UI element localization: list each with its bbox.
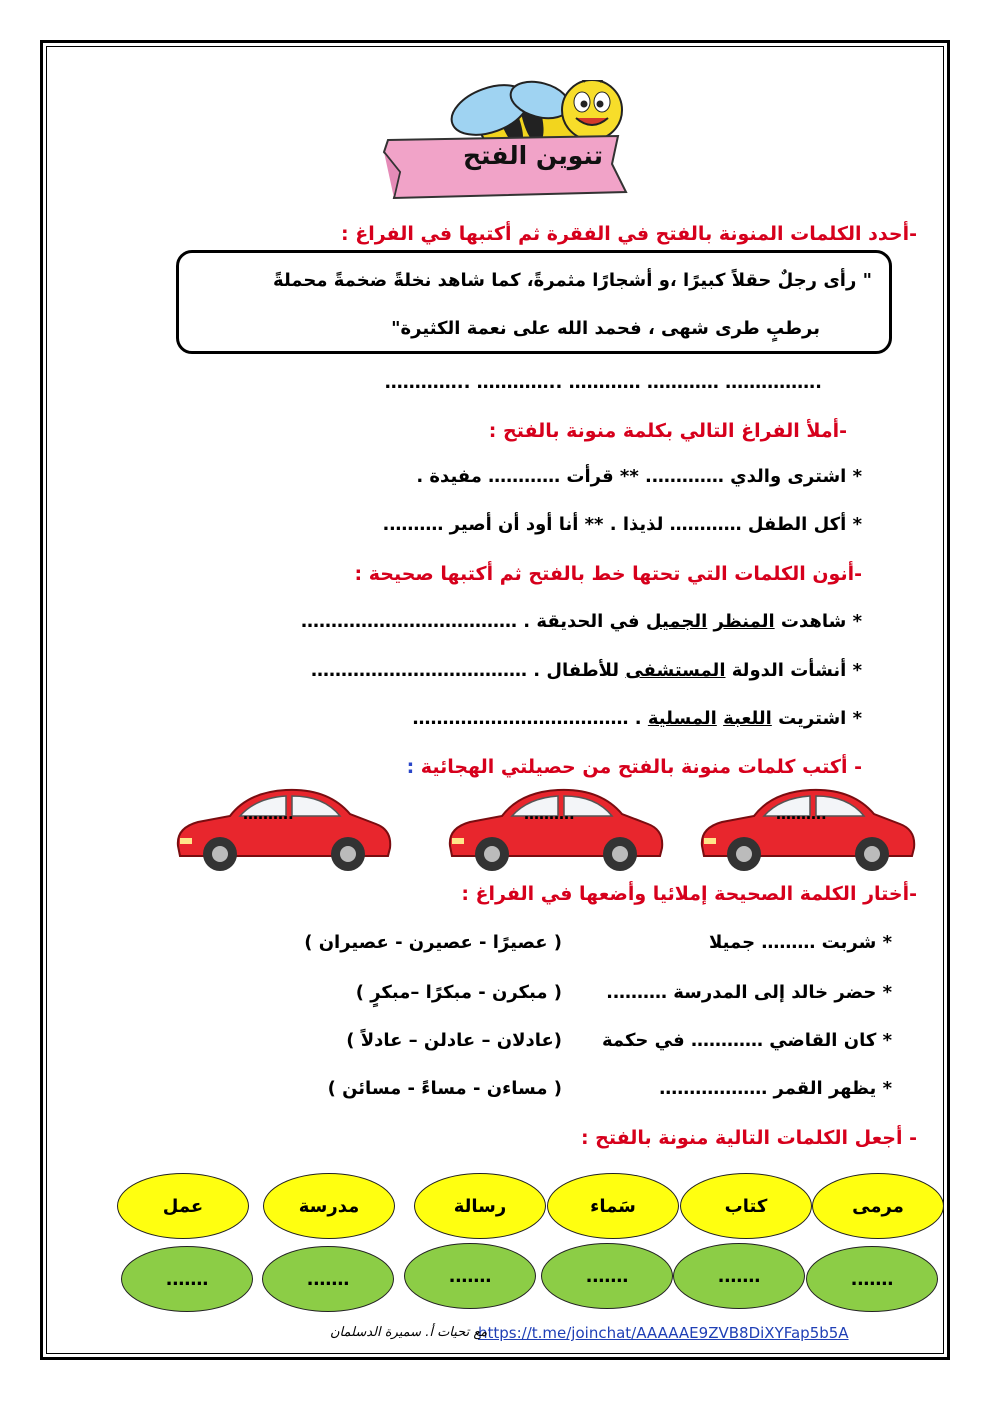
section3-sentence-1: * شاهدت المنظر الجميل في الحديقة . ………………………………: [301, 611, 862, 632]
car-icon: [440, 786, 670, 876]
question-1-choices: ( عصيرًا - عصيرن - عصيران ): [304, 932, 562, 953]
underlined-word: الجميل: [645, 611, 708, 632]
question-3-sentence: * كان القاضي ………… في حكمة: [601, 1030, 892, 1051]
section3-sentence-3: * اشتريت اللعبة المسلية . ………………………………: [412, 708, 862, 729]
page-title: تنوين الفتح: [463, 141, 604, 170]
section2-heading: -أملأ الفراغ التالي بكلمة منونة بالفتح :: [488, 420, 847, 442]
section2-line-2: * أكل الطفل ………… لذيذا . ** أنا أود أن أصير ……….: [382, 514, 862, 535]
answer-oval: …….: [673, 1243, 805, 1309]
section1-answer-blanks: ………….. ………….. ………… ………… …………….: [384, 372, 822, 393]
underlined-word: المستشفى: [625, 660, 726, 681]
question-3-choices: (عادلان – عادلن – عادلاً ): [346, 1030, 562, 1051]
car-blank: ……….: [243, 805, 294, 823]
answer-oval: …….: [404, 1243, 536, 1309]
paragraph-line-1: " رأى رجلٌ حقلاً كبيرًا ،و أشجارًا مثمرةً، كما شاهد نخلةً ضخمةً محملةً: [273, 270, 872, 291]
question-4-sentence: * يظهر القمر ………………: [659, 1078, 892, 1099]
section3-sentence-2: * أنشأت الدولة المستشفى للأطفال . ………………………………: [310, 660, 862, 681]
credit-signature: مع تحيات أ. سميرة الدسلمان: [330, 1325, 488, 1340]
answer-oval: …….: [121, 1246, 253, 1312]
car-icon: [168, 786, 398, 876]
question-2-sentence: * حضر خالد إلى المدرسة ……….: [606, 982, 892, 1003]
word-oval: رسالة: [414, 1173, 546, 1239]
word-oval: كتاب: [680, 1173, 812, 1239]
car-blank: ……….: [776, 805, 827, 823]
answer-oval: …….: [262, 1246, 394, 1312]
paragraph-line-2: برطبٍ طرى شهى ، فحمد الله على نعمة الكثيرة": [391, 318, 820, 339]
underlined-word: المسلية: [647, 708, 717, 729]
telegram-link[interactable]: https://t.me/joinchat/AAAAAE9ZVB8DiXYFap5b5A: [478, 1324, 849, 1342]
section1-heading: -أحدد الكلمات المنونة بالفتح في الفقرة ثم أكتبها في الفراغ :: [341, 223, 917, 245]
word-oval: عمل: [117, 1173, 249, 1239]
word-oval: مرمى: [812, 1173, 944, 1239]
answer-oval: …….: [806, 1246, 938, 1312]
question-1-sentence: * شربت ……… جميلا: [709, 932, 892, 953]
section2-line-1: * اشترى والدي …………. ** قرأت ………… مفيدة .: [416, 466, 862, 487]
section4-heading: - أكتب كلمات منونة بالفتح من حصيلتي الهجائية :: [406, 756, 862, 778]
question-4-choices: ( مساءن - مساءً - مسائن ): [327, 1078, 562, 1099]
underlined-word: المنظر: [713, 611, 775, 632]
underlined-word: اللعبة: [723, 708, 772, 729]
question-2-choices: ( مبكرن - مبكرًا –مبكرٍ ): [355, 982, 562, 1003]
car-icon: [692, 786, 922, 876]
answer-oval: …….: [541, 1243, 673, 1309]
car-blank: ……….: [524, 805, 575, 823]
word-oval: سَماء: [547, 1173, 679, 1239]
section6-heading: - أجعل الكلمات التالية منونة بالفتح :: [580, 1127, 917, 1149]
section5-heading: -أختار الكلمة الصحيحة إملائيا وأضعها في الفراغ :: [461, 883, 917, 905]
section3-heading: -أنون الكلمات التي تحتها خط بالفتح ثم أكتبها صحيحة :: [354, 563, 862, 585]
word-oval: مدرسة: [263, 1173, 395, 1239]
